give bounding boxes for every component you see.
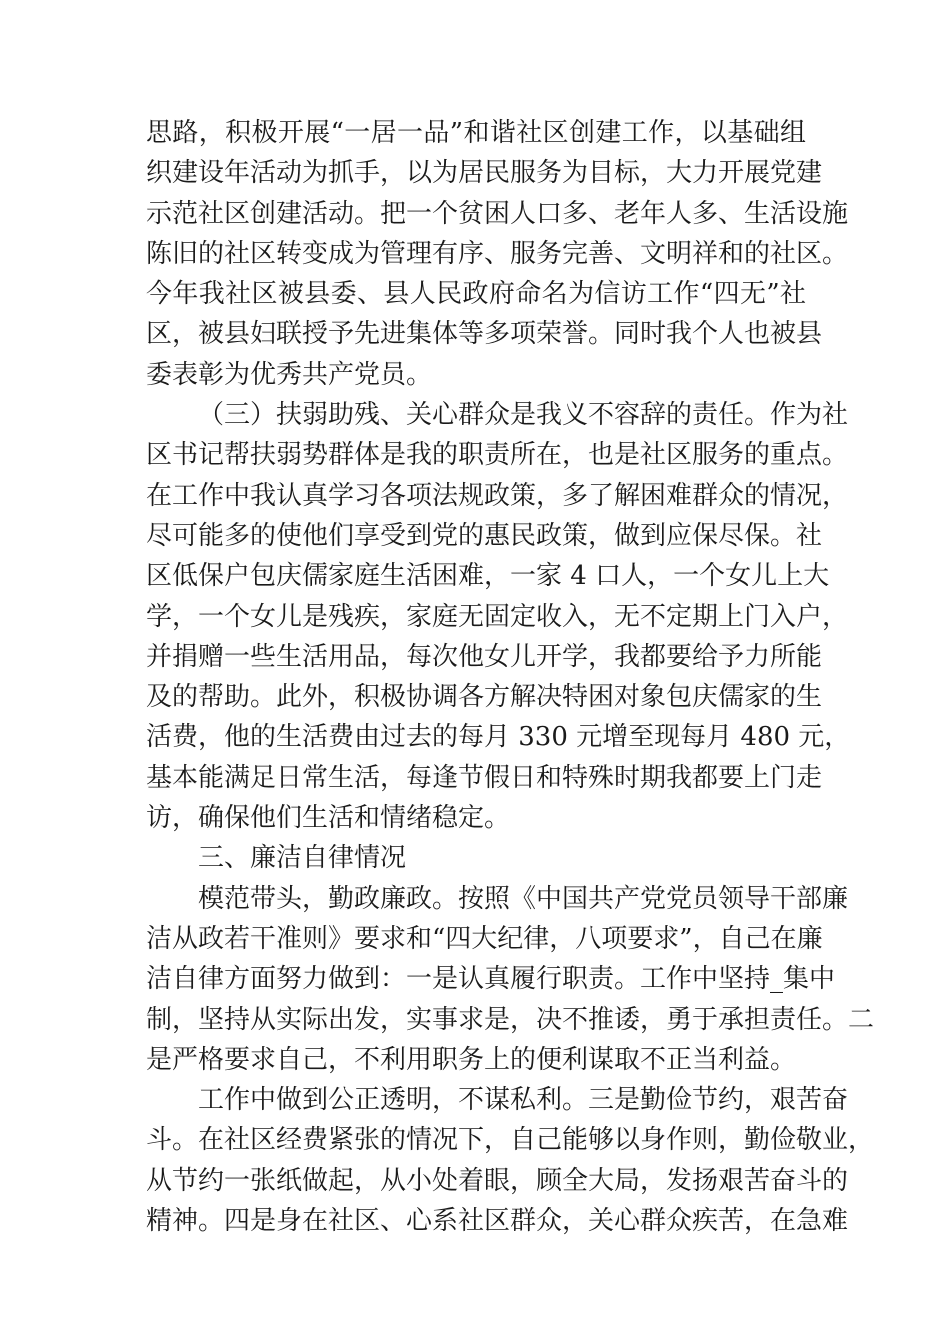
text-line: 精神。四是身在社区、心系社区群众，关心群众疾苦，在急难	[146, 1206, 849, 1237]
text-line: 在工作中我认真学习各项法规政策，多了解困难群众的情况，	[146, 480, 849, 511]
text-line: （三）扶弱助残、关心群众是我义不容辞的责任。作为社	[198, 400, 849, 431]
text-line: 示范社区创建活动。把一个贫困人口多、老年人多、生活设施	[146, 198, 849, 229]
text-line: 并捐赠一些生活用品，每次他女儿开学，我都要给予力所能	[146, 641, 823, 672]
text-line: 陈旧的社区转变成为管理有序、服务完善、文明祥和的社区。	[146, 238, 849, 269]
text-line: 区低保户包庆儒家庭生活困难，一家 4 口人，一个女儿上大	[146, 561, 830, 592]
text-line: 访，确保他们生活和情绪稳定。	[146, 803, 511, 834]
text-line: 模范带头，勤政廉政。按照《中国共产党党员领导干部廉	[198, 883, 849, 914]
text-line: 工作中做到公正透明，不谋私利。三是勤俭节约，艰苦奋	[198, 1085, 849, 1116]
text-line: 制，坚持从实际出发，实事求是，决不推诿，勇于承担责任。二	[146, 1004, 875, 1035]
text-line: 基本能满足日常生活，每逢节假日和特殊时期我都要上门走	[146, 762, 823, 793]
text-line: 洁自律方面努力做到：一是认真履行职责。工作中坚持_集中	[146, 964, 836, 995]
text-line: 思路，积极开展“一居一品”和谐社区创建工作，以基础组	[146, 118, 806, 148]
section-heading: 三、廉洁自律情况	[198, 843, 407, 874]
text-line: 学，一个女儿是残疾，家庭无固定收入，无不定期上门入户，	[146, 601, 849, 632]
text-line: 是严格要求自己，不利用职务上的便利谋取不正当利益。	[146, 1044, 797, 1075]
text-line: 尽可能多的使他们享受到党的惠民政策，做到应保尽保。社	[146, 520, 823, 551]
text-line: 今年我社区被县委、县人民政府命名为信访工作“四无”社	[146, 279, 806, 310]
text-line: 委表彰为优秀共产党员。	[146, 359, 433, 390]
text-line: 洁从政若干准则》要求和“四大纪律，八项要求”，自己在廉	[146, 923, 823, 954]
text-line: 区书记帮扶弱势群体是我的职责所在，也是社区服务的重点。	[146, 440, 849, 471]
text-line: 区，被县妇联授予先进集体等多项荣誉。同时我个人也被县	[146, 319, 823, 350]
text-line: 从节约一张纸做起，从小处着眼，顾全大局，发扬艰苦奋斗的	[146, 1165, 849, 1196]
text-line: 斗。在社区经费紧张的情况下，自己能够以身作则，勤俭敬业，	[146, 1125, 875, 1156]
text-line: 织建设年活动为抓手，以为居民服务为目标，大力开展党建	[146, 158, 823, 189]
text-line: 及的帮助。此外，积极协调各方解决特困对象包庆儒家的生	[146, 682, 823, 713]
body-text	[146, 113, 875, 1241]
text-line: 活费，他的生活费由过去的每月 330 元增至现每月 480 元，	[146, 722, 851, 753]
